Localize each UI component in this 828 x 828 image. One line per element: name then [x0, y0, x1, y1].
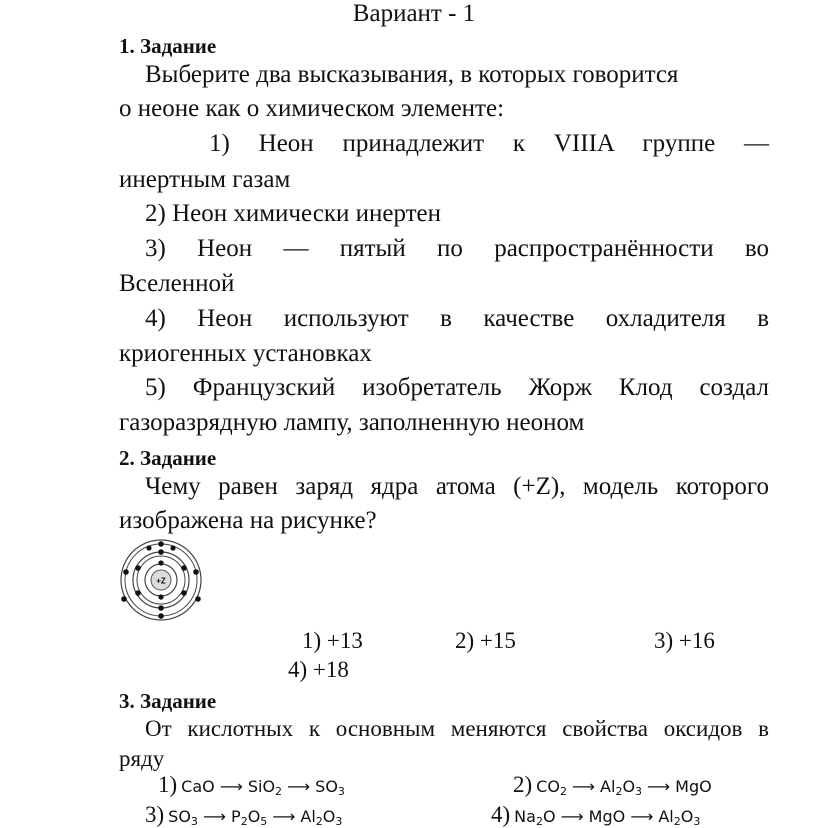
task3-option1	[158, 772, 345, 798]
task1-option1-line2: инертным газам	[119, 166, 291, 193]
arrow-icon: ⟶	[272, 807, 296, 826]
task2-answer-1: 1) +13	[302, 628, 363, 653]
arrow-icon: ⟶	[630, 807, 654, 826]
task2-answer-4: 4) +18	[288, 657, 349, 682]
task3-prompt-line2: ряду	[119, 746, 165, 771]
task1-option4-line2: криогенных установках	[119, 340, 372, 367]
task1-option1-line1: 1) Неон принадлежит к VIIIA группе —	[209, 130, 769, 157]
task1-heading: 1. Задание	[119, 34, 217, 58]
oxide-series-3: $SO_3$ ⟶ $P_2O_5$ ⟶ $Al_2O_3$	[168, 807, 343, 828]
atom-model-diagram	[116, 536, 210, 626]
arrow-icon: ⟶	[647, 777, 671, 796]
task1-option2: 2) Неон химически инертен	[145, 200, 442, 227]
arrow-icon: ⟶	[572, 777, 595, 796]
task2-answer-3: 3) +16	[654, 628, 715, 653]
task1-option4-line1: 4) Неон используют в качестве охладителя в	[145, 305, 769, 332]
task2-answer-2: 2) +15	[455, 628, 516, 653]
task3-prompt-line1: От кислотных к основным меняются свойства оксидов в	[145, 716, 769, 741]
task1-option3-line1: 3) Неон — пятый по распространённости во	[145, 235, 769, 262]
task3-option2-number: 2)	[513, 772, 533, 797]
task2-prompt-line2: изображена на рисунке?	[119, 507, 377, 534]
task2-prompt-line1: Чему равен заряд ядра атома (+Z), модель которого	[145, 473, 769, 500]
task1-option5-line2: газоразрядную лампу, заполненную неоном	[119, 409, 585, 436]
task1-prompt-line1: Выберите два высказывания, в которых говорится	[145, 61, 679, 88]
task3-heading: 3. Задание	[119, 689, 217, 713]
arrow-icon: ⟶	[287, 777, 311, 796]
task1-prompt-line2: о неоне как о химическом элементе:	[119, 95, 505, 122]
nucleus-label: +Z	[156, 576, 166, 586]
task3-option3-number: 3)	[145, 802, 165, 827]
oxide-series-1: CaO ⟶ SiO$_2$ ⟶ $SO_3$	[181, 777, 345, 798]
task3-option1-number: 1)	[158, 772, 178, 797]
task1-option5-line1: 5) Французский изобретатель Жорж Клод создал	[145, 374, 769, 401]
arrow-icon: ⟶	[560, 807, 584, 826]
arrow-icon: ⟶	[219, 777, 243, 796]
task1-option3-line2: Вселенной	[119, 270, 235, 297]
task2-heading: 2. Задание	[119, 446, 217, 470]
task3-option2	[513, 772, 712, 798]
variant-title: Вариант - 1	[352, 0, 476, 27]
task3-option4-number: 4)	[491, 802, 511, 827]
oxide-series-4: $Na_2O$ ⟶ MgO ⟶ $Al_2O_3$	[514, 807, 701, 828]
task3-option3	[145, 802, 342, 828]
arrow-icon: ⟶	[203, 807, 226, 826]
task3-option4	[491, 802, 700, 828]
oxide-series-2: $CO_2$ ⟶ $Al_2O_3$ ⟶ MgO	[536, 777, 712, 798]
